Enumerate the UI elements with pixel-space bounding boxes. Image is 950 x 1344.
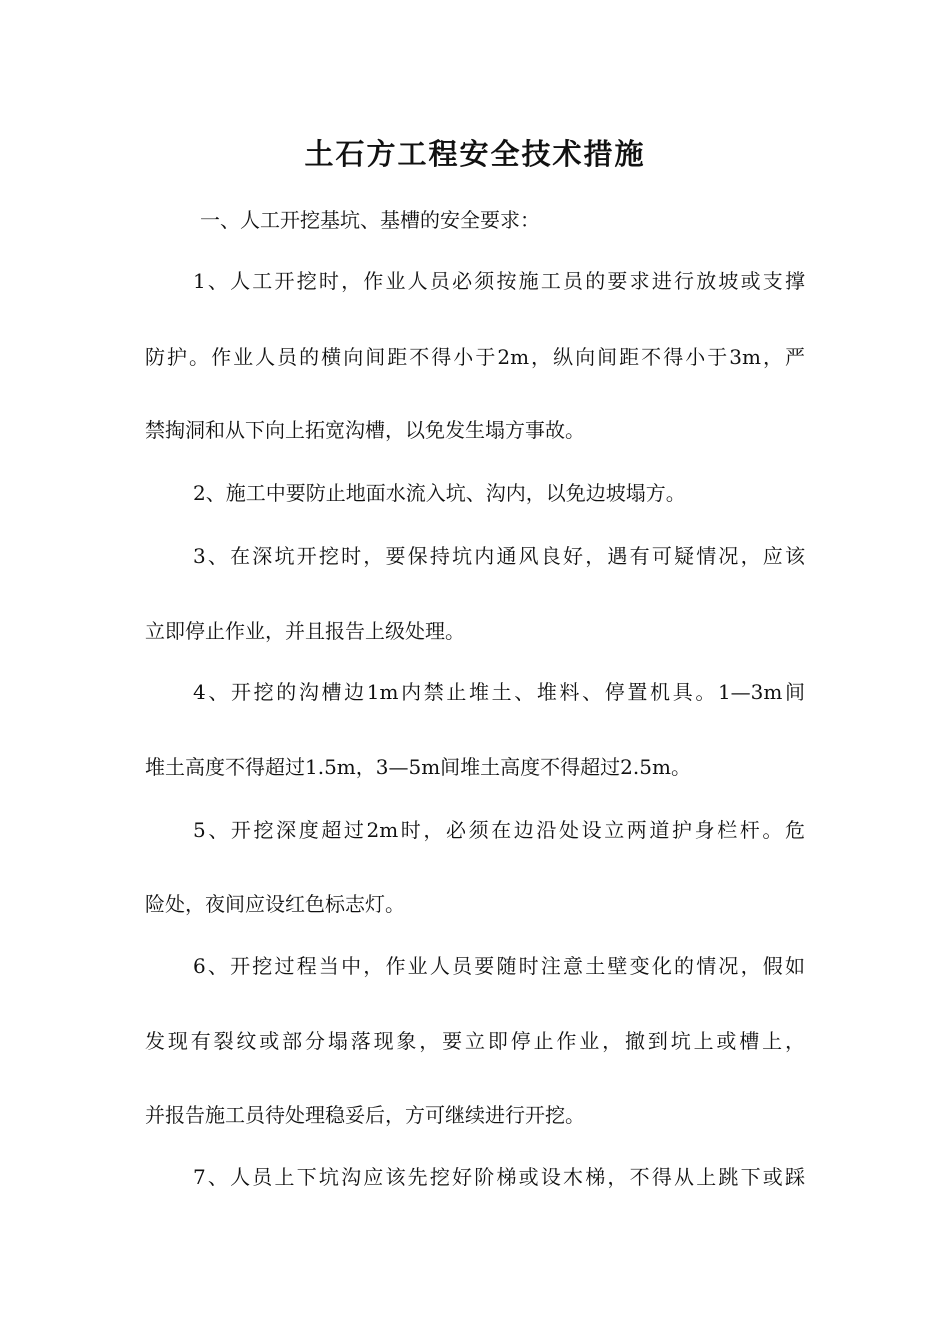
paragraph-line: 发现有裂纹或部分塌落现象，要立即停止作业，撤到坑上或槽上， xyxy=(145,1029,805,1053)
section-heading: 一、人工开挖基坑、基槽的安全要求： xyxy=(200,208,540,232)
paragraph-line: 立即停止作业，并且报告上级处理。 xyxy=(145,619,465,643)
paragraph-line: 2、施工中要防止地面水流入坑、沟内，以免边坡塌方。 xyxy=(193,481,686,505)
paragraph-line: 防护。作业人员的横向间距不得小于2m，纵向间距不得小于3m，严 xyxy=(145,345,805,369)
paragraph-line: 险处，夜间应设红色标志灯。 xyxy=(145,892,405,916)
paragraph-line: 4、开挖的沟槽边1m内禁止堆土、堆料、停置机具。1—3m间 xyxy=(193,680,805,704)
paragraph-line: 3、在深坑开挖时，要保持坑内通风良好，遇有可疑情况，应该 xyxy=(193,544,805,568)
paragraph-line: 5、开挖深度超过2m时，必须在边沿处设立两道护身栏杆。危 xyxy=(193,818,805,842)
paragraph-line: 7、人员上下坑沟应该先挖好阶梯或设木梯，不得从上跳下或踩 xyxy=(193,1165,805,1189)
paragraph-line: 并报告施工员待处理稳妥后，方可继续进行开挖。 xyxy=(145,1103,585,1127)
paragraph-line: 禁掏洞和从下向上拓宽沟槽，以免发生塌方事故。 xyxy=(145,418,585,442)
paragraph-line: 1、人工开挖时，作业人员必须按施工员的要求进行放坡或支撑 xyxy=(193,269,805,293)
document-title: 土石方工程安全技术措施 xyxy=(304,137,646,171)
paragraph-line: 堆土高度不得超过1.5m，3—5m间堆土高度不得超过2.5m。 xyxy=(145,755,691,779)
paragraph-line: 6、开挖过程当中，作业人员要随时注意土壁变化的情况，假如 xyxy=(193,954,805,978)
